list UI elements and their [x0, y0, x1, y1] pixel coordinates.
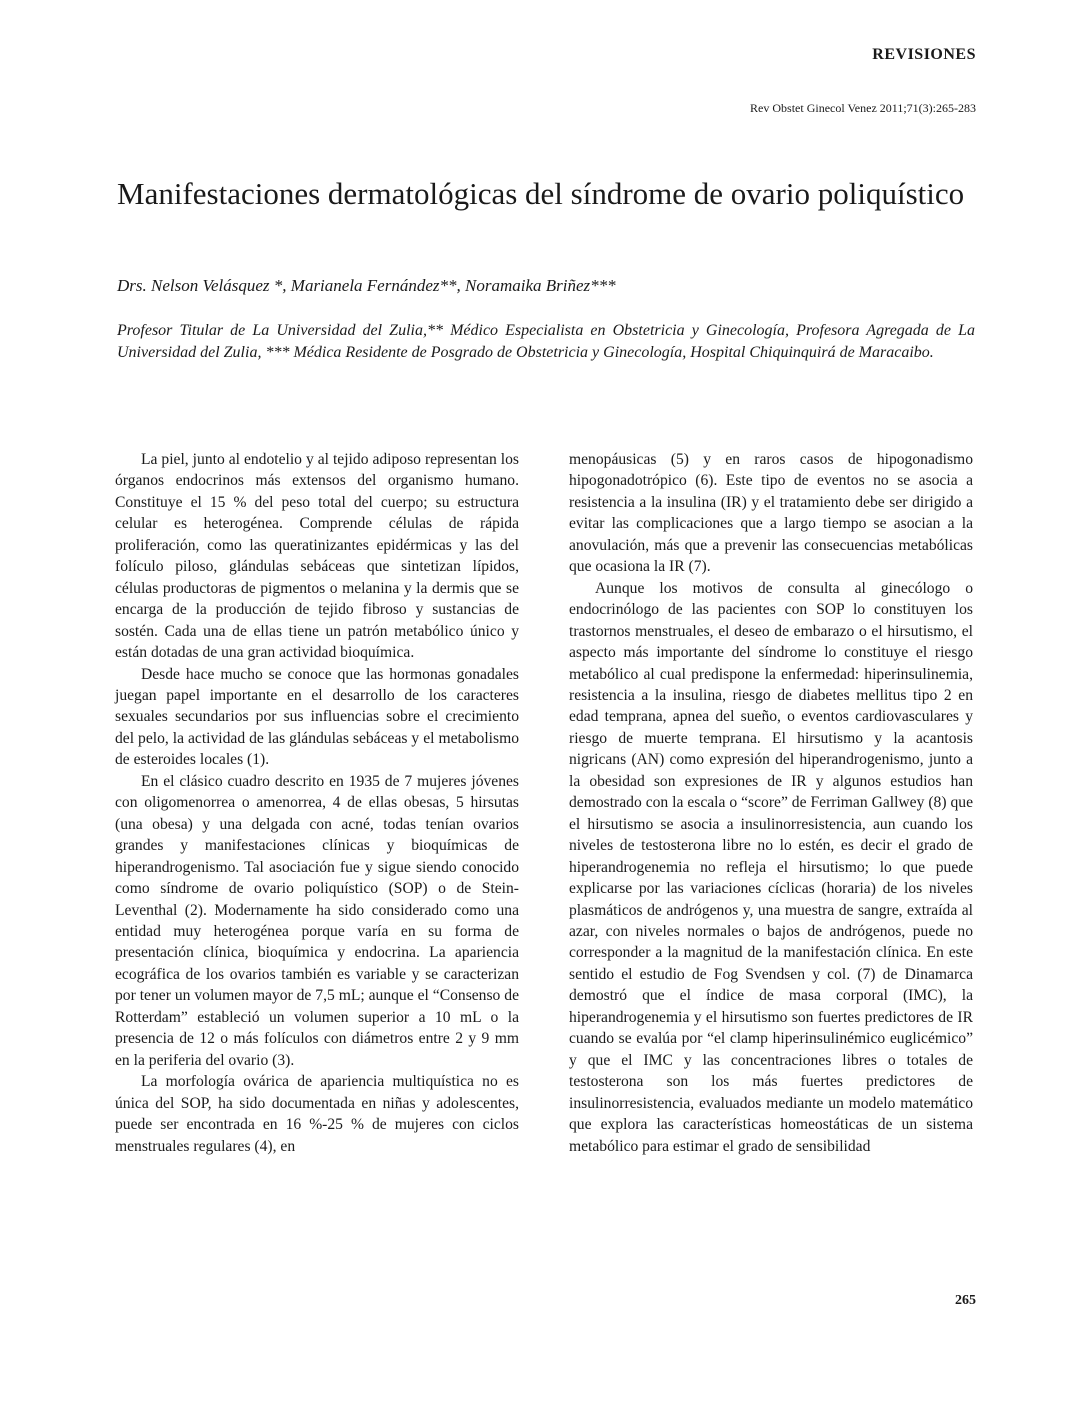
paragraph-continued: menopáusicas (5) y en raros casos de hipogonadismo hipogonadotrópico (6). Este tipo de eventos no se asocia a resistencia a la insulina (IR) y el tratamiento debe ser dirigido a evitar las complicaciones que a largo tiempo se asocian a la anovulación, más que a prevenir las consecuencias metabólicas que ocasiona la IR (7). [569, 451, 973, 576]
paragraph: Aunque los motivos de consulta al ginecólogo o endocrinólogo de las pacientes con SOP lo constituyen los trastornos menstruales, el deseo de embarazo o el hirsutismo, el aspecto más importante del síndrome lo constituye el riesgo metabólico al cual predispone la enfermedad: hiperinsulinemia, resistencia a la insulina, riesgo de diabetes mellitus tipo 2 en edad temprana, apnea del sueño, o eventos cardiovasculares y riesgo de muerte temprana. El hirsutismo y la acantosis nigricans (AN) como expresión del hiperandrogenismo, junto a la obesidad son expresiones de IR y algunos estudios han demostrado con la escala o “score” de Ferriman Gallwey (8) que el hirsutismo se asocia a insulinorresistencia, aun cuando los niveles de testosterona libre no lo estén, es decir el grado de hiperandrogenemia no refleja el hirsutismo; lo que puede explicarse por las variaciones cíclicas (horaria) de los niveles plasmáticos de andrógenos y, una muestra de sangre, extraída al azar, con niveles normales o bajos de andrógenos, puede no corresponder a la magnitud de la manifestación clínica. En este sentido el estudio de Fog Svendsen y col. (7) de Dinamarca demostró que el índice de masa corporal (IMC), la hiperandrogenemia y el hirsutismo son fuertes predictores de IR cuando se evalúa por “el clamp hiperinsulinémico euglicémico” y que el IMC y las concentraciones libres o totales de testosterona son los más fuertes predictores de insulinorresistencia, evaluados mediante un modelo matemático que explora las características homeostáticas de un sistema metabólico para estimar el grado de sensibilidad [569, 579, 973, 1155]
paragraph: La piel, junto al endotelio y al tejido adiposo representan los órganos endocrinos más extensos del organismo humano. Constituye el 15 % del peso total del cuerpo; su estructura celular es heterogénea. Comprende células de rápida proliferación, como las queratinizantes epidérmicas y las del folículo piloso, glándulas sebáceas que sintetizan lípidos, células productoras de pigmentos o melanina y la dermis que se encarga de la producción de tejido fibroso y sustancias de sostén. Cada una de ellas tiene un patrón metabólico único y están dotadas de una gran actividad bioquímica. [115, 451, 519, 662]
article-authors: Drs. Nelson Velásquez *, Marianela Fernández**, Noramaika Briñez*** [117, 276, 616, 295]
paragraph: En el clásico cuadro descrito en 1935 de 7 mujeres jóvenes con oligomenorrea o amenorrea, 4 de ellas obesas, 5 hirsutas (una obesa) y una delgada con acné, todas tenían ovarios grandes y manifestaciones clínicas y bioquímicas de hiperandrogenismo. Tal asociación fue y sigue siendo conocido como síndrome de ovario poliquístico (SOP) o de Stein-Leventhal (2). Modernamente ha sido considerado como una entidad muy heterogénea porque varía en su forma de presentación clínica, bioquímica y endocrina. La apariencia ecográfica de los ovarios también es variable y se caracterizan por tener un volumen mayor de 7,5 mL; aunque el “Consenso de Rotterdam” estableció un volumen superior a 10 mL o la presencia de 12 o más folículos con diámetros entre 2 y 9 mm en la periferia del ovario (3). [115, 772, 519, 1069]
page-number: 265 [955, 1293, 976, 1308]
paragraph: La morfología ovárica de apariencia multiquística no es única del SOP, ha sido documentada en niñas y adolescentes, puede ser encontrada en 16 %-25 % de mujeres con ciclos menstruales regulares (4), en [115, 1073, 519, 1155]
article-title: Manifestaciones dermatológicas del síndrome de ovario poliquístico [117, 176, 965, 211]
journal-citation: Rev Obstet Ginecol Venez 2011;71(3):265-283 [750, 101, 976, 115]
author-affiliation: Profesor Titular de La Universidad del Zulia,** Médico Especialista en Obstetricia y Ginecología, Profesora Agregada de La Universidad del Zulia, *** Médica Residente de Posgrado de Obstetricia y Ginecología, Hospital Chiquinquirá de Maracaibo. [117, 322, 975, 361]
paragraph: Desde hace mucho se conoce que las hormonas gonadales juegan papel importante en el desarrollo de los caracteres sexuales secundarios por sus influencias sobre el crecimiento del pelo, la actividad de las glándulas sebáceas y el metabolismo de esteroides locales (1). [115, 665, 519, 769]
body-column-left [115, 449, 519, 1157]
body-column-right [569, 449, 973, 1157]
section-label: REVISIONES [872, 46, 976, 63]
